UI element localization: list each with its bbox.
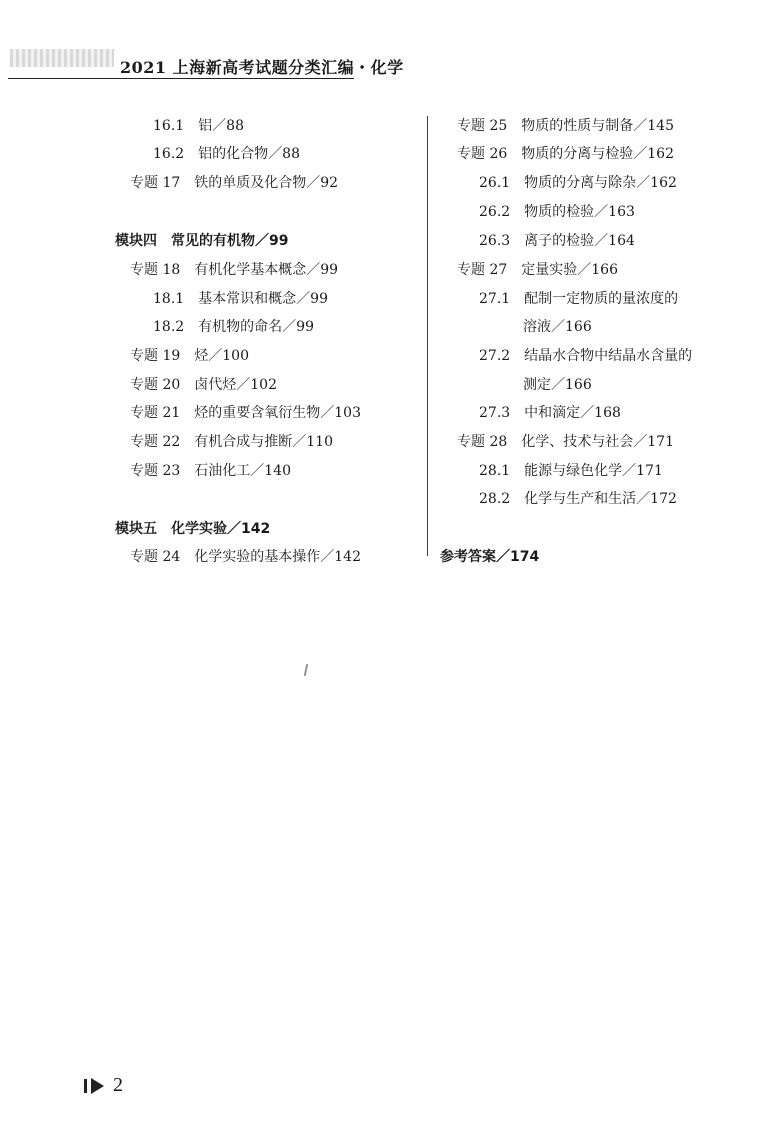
toc-entry-18-2[interactable]: 18.2 有机物的命名／99 bbox=[153, 319, 314, 335]
toc-entry-topic-23[interactable]: 专题 23 石油化工／140 bbox=[130, 463, 291, 479]
toc-entry-topic-21[interactable]: 专题 21 烃的重要含氧衍生物／103 bbox=[130, 405, 361, 421]
toc-entry-27-2[interactable]: 27.2 结晶水合物中结晶水含量的 bbox=[479, 348, 693, 364]
toc-entry-27-2-continued[interactable]: 测定／166 bbox=[523, 377, 592, 393]
toc-entry-26-1[interactable]: 26.1 物质的分离与除杂／162 bbox=[479, 175, 677, 191]
toc-entry-28-1[interactable]: 28.1 能源与绿色化学／171 bbox=[479, 463, 663, 479]
toc-entry-16-1[interactable]: 16.1 铝／88 bbox=[153, 118, 244, 134]
toc-entry-topic-20[interactable]: 专题 20 卤代烃／102 bbox=[130, 377, 277, 393]
toc-entry-topic-17[interactable]: 专题 17 铁的单质及化合物／92 bbox=[130, 175, 339, 191]
page-arrow-icon bbox=[84, 1078, 104, 1094]
toc-entry-27-1-continued[interactable]: 溶液／166 bbox=[523, 319, 592, 335]
toc-entry-topic-25[interactable]: 专题 25 物质的性质与制备／145 bbox=[457, 118, 674, 134]
column-divider bbox=[427, 116, 428, 556]
toc-entry-26-3[interactable]: 26.3 离子的检验／164 bbox=[479, 233, 635, 249]
toc-entry-module-4[interactable]: 模块四 常见的有机物／99 bbox=[115, 233, 289, 249]
toc-entry-26-2[interactable]: 26.2 物质的检验／163 bbox=[479, 204, 635, 220]
toc-entry-topic-28[interactable]: 专题 28 化学、技术与社会／171 bbox=[457, 434, 674, 450]
toc-entry-28-2[interactable]: 28.2 化学与生产和生活／172 bbox=[479, 491, 677, 507]
toc-entry-27-1[interactable]: 27.1 配制一定物质的量浓度的 bbox=[479, 291, 679, 307]
toc-entry-topic-19[interactable]: 专题 19 烃／100 bbox=[130, 348, 249, 364]
toc-entry-27-3[interactable]: 27.3 中和滴定／168 bbox=[479, 405, 621, 421]
toc-entry-topic-22[interactable]: 专题 22 有机合成与推断／110 bbox=[130, 434, 333, 450]
toc-entry-topic-24[interactable]: 专题 24 化学实验的基本操作／142 bbox=[130, 549, 361, 565]
header-decoration bbox=[10, 49, 114, 67]
toc-entry-answers[interactable]: 参考答案／174 bbox=[440, 549, 540, 565]
toc-entry-topic-26[interactable]: 专题 26 物质的分离与检验／162 bbox=[457, 146, 674, 162]
scan-mark bbox=[304, 664, 308, 676]
page-number: 2 bbox=[113, 1074, 123, 1096]
header-rule bbox=[8, 78, 354, 79]
running-header-title: 2021 上海新高考试题分类汇编・化学 bbox=[120, 58, 404, 77]
toc-entry-18-1[interactable]: 18.1 基本常识和概念／99 bbox=[153, 291, 328, 307]
toc-entry-16-2[interactable]: 16.2 铝的化合物／88 bbox=[153, 146, 300, 162]
toc-entry-topic-18[interactable]: 专题 18 有机化学基本概念／99 bbox=[130, 262, 339, 278]
toc-entry-module-5[interactable]: 模块五 化学实验／142 bbox=[115, 521, 271, 537]
toc-entry-topic-27[interactable]: 专题 27 定量实验／166 bbox=[457, 262, 618, 278]
